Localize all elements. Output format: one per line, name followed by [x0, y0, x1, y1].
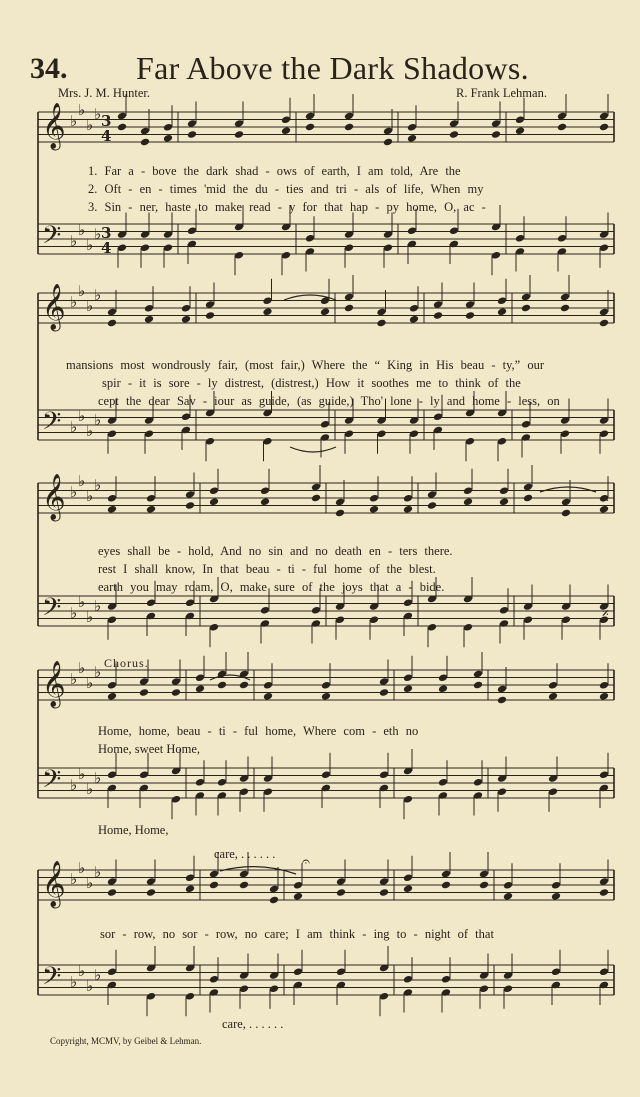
flat-sign-icon: ♭ — [86, 236, 94, 254]
lyric-s2-v2: spir - it is sore - ly distrest, (distrest,) How it soothes me to think of the — [102, 376, 521, 390]
flat-sign-icon: ♭ — [78, 221, 86, 239]
note-head — [433, 311, 443, 320]
note-head — [107, 319, 117, 328]
flat-sign-icon: ♭ — [78, 859, 86, 877]
note-head — [379, 888, 389, 897]
note-head — [107, 888, 117, 897]
flat-sign-icon: ♭ — [70, 870, 78, 888]
flat-sign-icon: ♭ — [94, 966, 102, 984]
note-head — [185, 884, 195, 893]
lyric-s4-alto: Home, sweet Home, — [98, 742, 201, 756]
note-head — [107, 505, 117, 514]
flat-sign-icon: ♭ — [94, 476, 102, 494]
note-head — [376, 319, 386, 328]
flat-sign-icon: ♭ — [86, 487, 94, 505]
note-head — [260, 497, 270, 506]
note-head — [139, 688, 149, 697]
flat-sign-icon: ♭ — [86, 780, 94, 798]
note-head — [209, 497, 219, 506]
note-head — [548, 692, 558, 701]
note-head — [427, 501, 437, 510]
note-head — [551, 892, 561, 901]
flat-sign-icon: ♭ — [86, 422, 94, 440]
note-head — [239, 681, 249, 690]
note-head — [449, 130, 459, 139]
note-head — [560, 304, 570, 313]
lyric-s1-v2: 2. Oft - en - times 'mid the du - ties and tri - als of life, When my — [88, 182, 484, 196]
note-head — [195, 684, 205, 693]
note-head — [163, 134, 173, 143]
treble-clef-icon: 𝄞 — [42, 661, 66, 707]
flat-sign-icon: ♭ — [78, 282, 86, 300]
composer-credit: R. Frank Lehman. — [456, 86, 547, 100]
flat-sign-icon: ♭ — [94, 286, 102, 304]
note-head — [187, 130, 197, 139]
note-head — [321, 692, 331, 701]
flat-sign-icon: ♭ — [70, 973, 78, 991]
lyric-s5-bottom: care, . . . . . . — [222, 1017, 284, 1031]
note-head — [262, 307, 272, 316]
flat-sign-icon: ♭ — [86, 297, 94, 315]
time-signature-top: 3 — [101, 112, 112, 130]
lyric-s1-v3: 3. Sin - ner, haste to make read - y for that hap - py home, O, ac - — [88, 200, 486, 214]
flat-sign-icon: ♭ — [94, 863, 102, 881]
lyric-s3-v2: rest I shall know, In that beau - ti - ful home of the blest. — [98, 562, 436, 576]
flat-sign-icon: ♭ — [70, 670, 78, 688]
lyric-s2-v3: cept the dear Sav - iour as guide, (as guide,) Tho' lone - ly and home - less, on — [98, 394, 560, 408]
lyric-s5-top: care, . . . . . . — [214, 847, 276, 861]
note-head — [523, 494, 533, 503]
bass-clef-icon: 𝄢 — [42, 407, 62, 442]
note-head — [441, 881, 451, 890]
note-head — [515, 126, 525, 135]
note-head — [107, 692, 117, 701]
flat-sign-icon: ♭ — [86, 874, 94, 892]
note-head — [499, 497, 509, 506]
note-head — [117, 123, 127, 132]
flat-sign-icon: ♭ — [78, 765, 86, 783]
flat-sign-icon: ♭ — [78, 472, 86, 490]
flat-sign-icon: ♭ — [78, 407, 86, 425]
flat-sign-icon: ♭ — [78, 962, 86, 980]
note-head — [383, 138, 393, 147]
copyright-notice: Copyright, MCMV, by Geibel & Lehman. — [50, 1036, 202, 1046]
note-head — [140, 138, 150, 147]
note-head — [185, 501, 195, 510]
note-head — [293, 892, 303, 901]
flat-sign-icon: ♭ — [70, 776, 78, 794]
note-head — [407, 134, 417, 143]
lyric-s1-v1: 1. Far a - bove the dark shad - ows of earth, I am told, Are the — [88, 164, 461, 178]
lyric-s4-main: Home, home, beau - ti - ful home, Where com - eth no — [98, 724, 419, 738]
flat-sign-icon: ♭ — [94, 105, 102, 123]
note-head — [320, 307, 330, 316]
repeat-mark-icon: 𝄎 — [602, 492, 609, 508]
treble-clef-icon: 𝄞 — [42, 103, 66, 149]
note-head — [479, 881, 489, 890]
note-head — [336, 888, 346, 897]
flat-sign-icon: ♭ — [86, 608, 94, 626]
lyric-s3-v1: eyes shall be - hold, And no sin and no death en - ters there. — [98, 544, 453, 558]
bass-clef-icon: 𝄢 — [42, 221, 62, 256]
note-head — [369, 505, 379, 514]
flat-sign-icon: ♭ — [70, 232, 78, 250]
note-head — [344, 123, 354, 132]
note-head — [497, 307, 507, 316]
note-head — [465, 311, 475, 320]
note-head — [311, 494, 321, 503]
fermata-icon: 𝄐 — [302, 854, 310, 870]
note-head — [335, 509, 345, 518]
note-head — [557, 123, 567, 132]
bass-clef-icon: 𝄢 — [42, 765, 62, 800]
note-head — [599, 319, 609, 328]
flat-sign-icon: ♭ — [70, 293, 78, 311]
flat-sign-icon: ♭ — [94, 769, 102, 787]
flat-sign-icon: ♭ — [94, 663, 102, 681]
flat-sign-icon: ♭ — [94, 225, 102, 243]
bass-clef-icon: 𝄢 — [42, 593, 62, 628]
note-head — [269, 896, 279, 905]
note-head — [473, 681, 483, 690]
note-head — [305, 123, 315, 132]
note-head — [599, 888, 609, 897]
note-head — [491, 130, 501, 139]
chorus-label: Chorus. — [104, 656, 149, 670]
flat-sign-icon: ♭ — [70, 418, 78, 436]
note-head — [561, 509, 571, 518]
note-head — [503, 892, 513, 901]
flat-sign-icon: ♭ — [78, 101, 86, 119]
treble-clef-icon: 𝄞 — [42, 284, 66, 330]
flat-sign-icon: ♭ — [86, 116, 94, 134]
note-head — [497, 696, 507, 705]
lyric-s5-main: sor - row, no sor - row, no care; I am think - ing to - night of that — [100, 927, 494, 941]
time-signature-top: 3 — [101, 224, 112, 242]
note-head — [146, 505, 156, 514]
note-head — [144, 315, 154, 324]
slur — [290, 447, 336, 452]
flat-sign-icon: ♭ — [78, 593, 86, 611]
note-head — [263, 692, 273, 701]
note-head — [438, 684, 448, 693]
slur — [540, 487, 596, 492]
note-head — [171, 688, 181, 697]
lyric-s3-v3: earth you may roam, O, make sure of the joys that a - bide. — [98, 580, 445, 594]
bass-clef-icon: 𝄢 — [42, 962, 62, 997]
hymn-number: 34. — [30, 52, 68, 85]
repeat-mark-icon: 𝄎 — [602, 606, 609, 622]
note-head — [344, 304, 354, 313]
time-signature-bottom: 4 — [101, 239, 112, 257]
note-head — [239, 881, 249, 890]
flat-sign-icon: ♭ — [70, 112, 78, 130]
lyric-s2-v1: mansions most wondrously fair, (most fair,) Where the “ King in His beau - ty,” our — [66, 358, 545, 372]
note-head — [217, 681, 227, 690]
note-head — [379, 688, 389, 697]
note-head — [181, 315, 191, 324]
flat-sign-icon: ♭ — [78, 659, 86, 677]
note-head — [599, 692, 609, 701]
flat-sign-icon: ♭ — [94, 597, 102, 615]
flat-sign-icon: ♭ — [70, 483, 78, 501]
time-signature-bottom: 4 — [101, 127, 112, 145]
treble-clef-icon: 𝄞 — [42, 474, 66, 520]
lyric-s4-bass: Home, Home, — [98, 823, 169, 837]
note-head — [146, 888, 156, 897]
flat-sign-icon: ♭ — [86, 977, 94, 995]
lyricist-credit: Mrs. J. M. Hunter. — [58, 86, 151, 100]
flat-sign-icon: ♭ — [70, 604, 78, 622]
note-head — [409, 315, 419, 324]
flat-sign-icon: ♭ — [86, 674, 94, 692]
note-head — [521, 304, 531, 313]
note-head — [403, 684, 413, 693]
note-head — [403, 884, 413, 893]
note-head — [234, 130, 244, 139]
note-head — [281, 126, 291, 135]
note-head — [599, 123, 609, 132]
note-head — [209, 881, 219, 890]
note-head — [403, 505, 413, 514]
treble-clef-icon: 𝄞 — [42, 861, 66, 907]
note-head — [205, 311, 215, 320]
flat-sign-icon: ♭ — [94, 411, 102, 429]
note-head — [463, 497, 473, 506]
hymn-title: Far Above the Dark Shadows. — [136, 50, 529, 86]
